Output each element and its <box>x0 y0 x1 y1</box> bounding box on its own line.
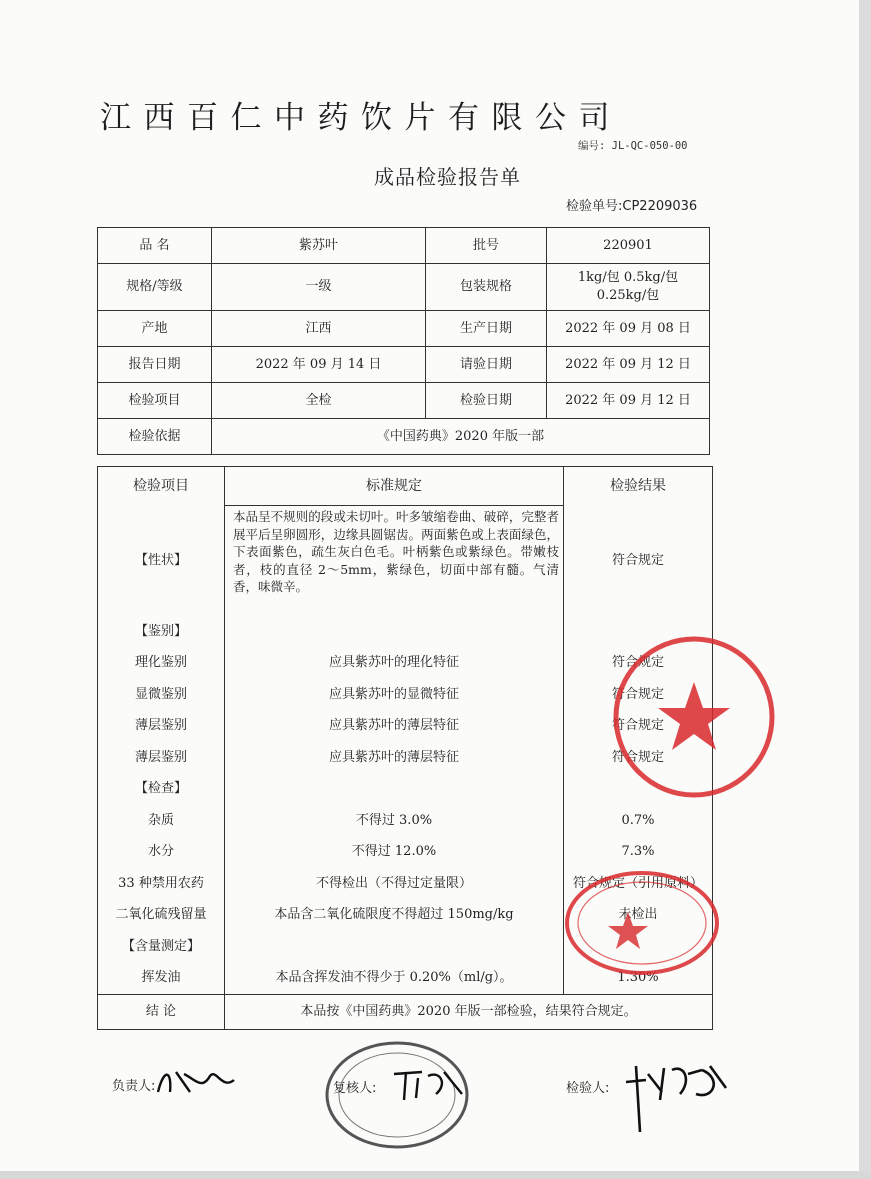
result-value: 1.30% <box>564 963 713 995</box>
result-standard: 应具紫苏叶的显微特征 <box>225 679 564 711</box>
request-date-label: 请验日期 <box>426 347 547 383</box>
basis-value: 《中国药典》2020 年版一部 <box>212 419 710 455</box>
col-header-standard: 标准规定 <box>225 467 564 506</box>
result-value: 符合规定 <box>564 742 713 774</box>
result-row <box>98 805 713 837</box>
result-item: 挥发油 <box>98 963 225 995</box>
batch-label: 批号 <box>426 228 547 264</box>
scan-edge-right <box>859 0 871 1179</box>
conclusion-value: 本品按《中国药典》2020 年版一部检验，结果符合规定。 <box>225 995 713 1030</box>
spec-value: 一级 <box>212 264 426 311</box>
prod-date-value: 2022 年 09 月 08 日 <box>547 311 710 347</box>
result-item: 薄层鉴别 <box>98 742 225 774</box>
origin-label: 产地 <box>98 311 212 347</box>
result-standard: 本品含二氧化硫限度不得超过 150mg/kg <box>225 900 564 932</box>
result-standard: 不得检出（不得过定量限） <box>225 868 564 900</box>
inspection-number: 检验单号:CP2209036 <box>566 199 698 214</box>
report-title: 成品检验报告单 <box>374 165 521 189</box>
result-item: 二氧化硫残留量 <box>98 900 225 932</box>
result-standard: 本品含挥发油不得少于 0.20%（ml/g）。 <box>225 963 564 995</box>
property-standard: 本品呈不规则的段或未切叶。叶多皱缩卷曲、破碎，完整者展平后呈卵圆形，边缘具圆锯齿。两面紫色或上表面绿色，下表面紫色，疏生灰白色毛。叶柄紫色或紫绿色。带嫩枝者，枝的直径 2～5mm，紫绿色，切面中部有髓。气清香，味微辛。 <box>225 506 564 617</box>
inspect-date-value: 2022 年 09 月 12 日 <box>547 383 710 419</box>
result-item: 理化鉴别 <box>98 648 225 680</box>
result-standard <box>225 774 564 806</box>
result-standard <box>225 616 564 648</box>
result-item: 【含量测定】 <box>98 931 225 963</box>
product-label: 品 名 <box>98 228 212 264</box>
result-item: 显微鉴别 <box>98 679 225 711</box>
result-value: 0.7% <box>564 805 713 837</box>
scan-edge-bottom <box>0 1171 871 1179</box>
origin-value: 江西 <box>212 311 426 347</box>
qc-red-seal-upper <box>609 632 779 802</box>
result-value: 符合规定 <box>564 648 713 680</box>
inspector-signature <box>622 1060 732 1140</box>
result-standard <box>225 931 564 963</box>
responsible-label: 负责人: <box>112 1079 156 1094</box>
item-value: 全检 <box>212 383 426 419</box>
result-value: 7.3% <box>564 837 713 869</box>
item-label: 检验项目 <box>98 383 212 419</box>
prod-date-label: 生产日期 <box>426 311 547 347</box>
result-standard: 应具紫苏叶的理化特征 <box>225 648 564 680</box>
responsible-signature <box>150 1062 240 1102</box>
property-label: 【性状】 <box>98 506 225 617</box>
package-line-1: 1kg/包 0.5kg/包 <box>577 270 679 285</box>
spec-label: 规格/等级 <box>98 264 212 311</box>
result-value: 未检出 <box>564 900 713 932</box>
inspect-date-label: 检验日期 <box>426 383 547 419</box>
result-item: 水分 <box>98 837 225 869</box>
result-value: 符合规定 <box>564 711 713 743</box>
result-row <box>98 837 713 869</box>
result-standard: 不得过 3.0% <box>225 805 564 837</box>
col-header-item: 检验项目 <box>98 467 225 506</box>
package-line-2: 0.25kg/包 <box>596 288 660 303</box>
inspector-label: 检验人: <box>566 1081 610 1096</box>
result-item: 杂质 <box>98 805 225 837</box>
conclusion-row <box>98 995 713 1030</box>
batch-value: 220901 <box>547 228 710 264</box>
report-date-value: 2022 年 09 月 14 日 <box>212 347 426 383</box>
result-standard: 应具紫苏叶的薄层特征 <box>225 711 564 743</box>
package-value <box>547 264 710 311</box>
reviewer-label: 复核人: <box>333 1081 377 1096</box>
report-date-label: 报告日期 <box>98 347 212 383</box>
result-item: 【鉴别】 <box>98 616 225 648</box>
result-value: 符合规定（引用原料） <box>564 868 713 900</box>
reviewer-signature <box>388 1064 468 1104</box>
result-standard: 应具紫苏叶的薄层特征 <box>225 742 564 774</box>
qc-red-seal-lower <box>562 868 722 978</box>
request-date-value: 2022 年 09 月 12 日 <box>547 347 710 383</box>
result-standard: 不得过 12.0% <box>225 837 564 869</box>
property-result: 符合规定 <box>564 506 713 617</box>
basis-label: 检验依据 <box>98 419 212 455</box>
result-item: 薄层鉴别 <box>98 711 225 743</box>
conclusion-label: 结 论 <box>98 995 225 1030</box>
package-label: 包装规格 <box>426 264 547 311</box>
company-name: 江西百仁中药饮片有限公司 <box>100 100 622 136</box>
result-value: 符合规定 <box>564 679 713 711</box>
product-info-table <box>97 227 710 455</box>
result-item: 33 种禁用农药 <box>98 868 225 900</box>
col-header-result: 检验结果 <box>564 467 713 506</box>
document-number: 编号: JL-QC-050-00 <box>578 140 688 152</box>
result-item: 【检查】 <box>98 774 225 806</box>
product-value: 紫苏叶 <box>212 228 426 264</box>
